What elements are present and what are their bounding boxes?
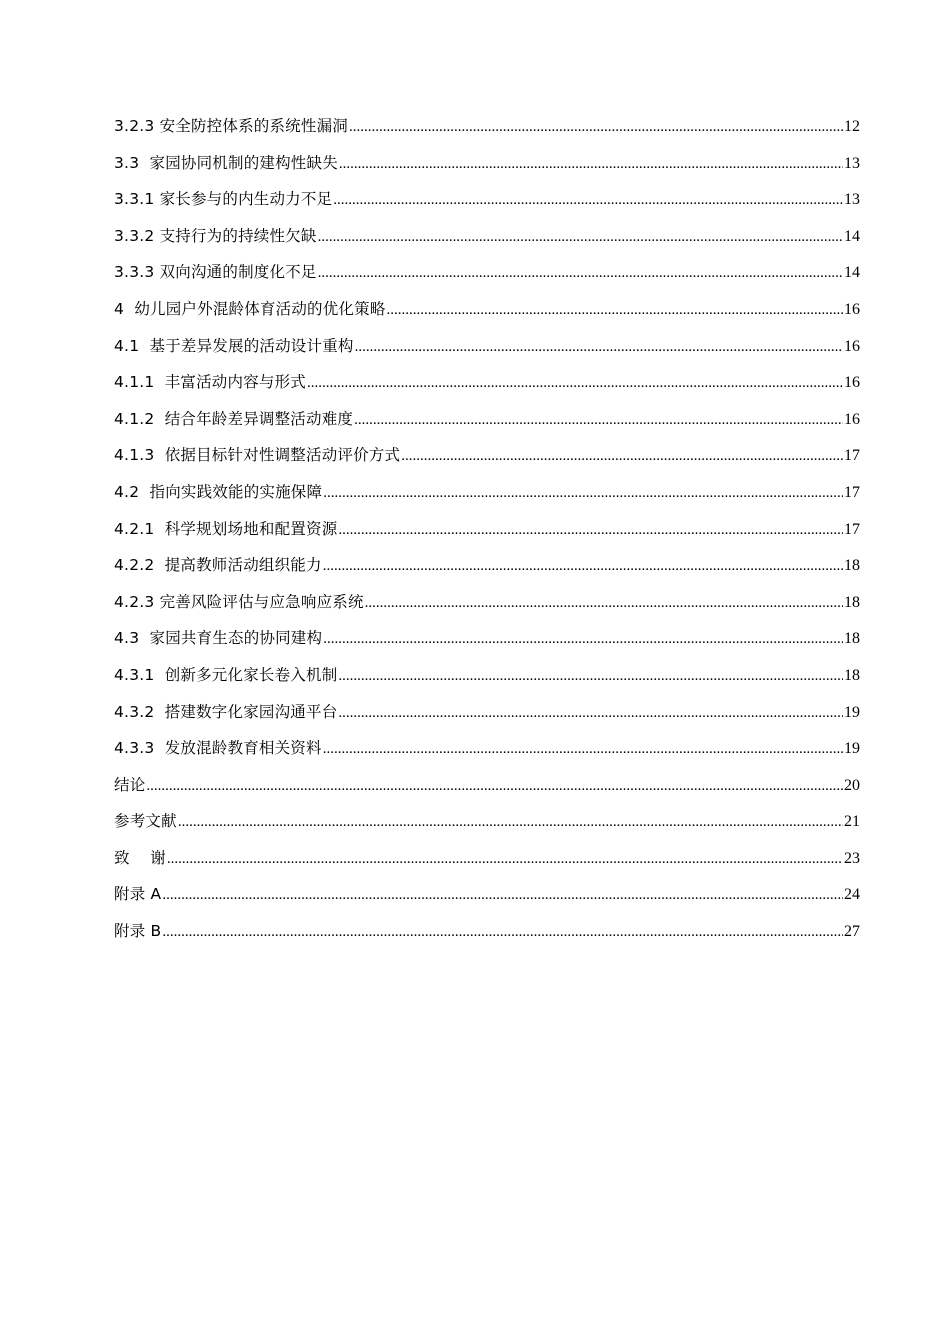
toc-entry[interactable] <box>114 700 860 737</box>
toc-entry-title: 4.2.2 提高教师活动组织能力 <box>114 556 322 575</box>
toc-dot-leader <box>365 591 843 615</box>
toc-entry-title: 4.1.3 依据目标针对性调整活动评价方式 <box>114 446 401 465</box>
toc-entry[interactable] <box>114 480 860 517</box>
toc-dot-leader <box>323 481 843 505</box>
toc-page-number: 24 <box>844 886 860 904</box>
toc-page-number: 27 <box>844 923 860 941</box>
toc-entry-title: 参考文献 <box>114 812 177 831</box>
toc-dot-leader <box>178 810 843 834</box>
toc-entry[interactable] <box>114 151 860 188</box>
toc-page-number: 18 <box>844 557 860 575</box>
toc-dot-leader <box>387 298 843 322</box>
toc-entry-title: 3.3.2 支持行为的持续性欠缺 <box>114 226 317 245</box>
toc-entry[interactable] <box>114 846 860 883</box>
toc-page-number: 16 <box>844 374 860 392</box>
toc-entry[interactable] <box>114 260 860 297</box>
toc-entry-title: 致 谢 <box>114 848 166 867</box>
toc-dot-leader <box>354 408 843 432</box>
toc-entry-title: 4.2.3 完善风险评估与应急响应系统 <box>114 592 364 611</box>
toc-entry[interactable] <box>114 882 860 919</box>
toc-entry[interactable] <box>114 224 860 261</box>
toc-entry[interactable] <box>114 553 860 590</box>
toc-page-number: 20 <box>844 776 860 794</box>
toc-entry[interactable] <box>114 407 860 444</box>
toc-entry[interactable] <box>114 517 860 554</box>
toc-entry-title: 4.2 指向实践效能的实施保障 <box>114 482 323 501</box>
toc-page-number: 19 <box>844 740 860 758</box>
toc-page-number: 16 <box>844 337 860 355</box>
toc-entry-title: 3.2.3 安全防控体系的系统性漏洞 <box>114 117 348 135</box>
toc-entry[interactable] <box>114 114 860 151</box>
toc-entry-title: 4.3.3 发放混龄教育相关资料 <box>114 739 322 758</box>
toc-entry[interactable] <box>114 334 860 371</box>
toc-entry[interactable] <box>114 809 860 846</box>
toc-dot-leader <box>401 444 843 468</box>
toc-entry-title: 4.3.1 创新多元化家长卷入机制 <box>114 665 338 684</box>
toc-entry-title: 4.1.2 结合年龄差异调整活动难度 <box>114 409 354 428</box>
toc-entry[interactable] <box>114 590 860 627</box>
toc-entry-title: 4.3.2 搭建数字化家园沟通平台 <box>114 702 338 721</box>
toc-page-number: 13 <box>844 191 860 209</box>
toc-entry[interactable] <box>114 663 860 700</box>
toc-entry-title: 4.1 基于差异发展的活动设计重构 <box>114 336 354 355</box>
toc-entry[interactable] <box>114 443 860 480</box>
toc-entry-title: 3.3 家园协同机制的建构性缺失 <box>114 153 338 172</box>
toc-entry-title: 4.1.1 丰富活动内容与形式 <box>114 373 306 392</box>
toc-dot-leader <box>167 847 843 871</box>
toc-page-number: 13 <box>844 154 860 172</box>
toc-entry-title: 4.3 家园共育生态的协同建构 <box>114 629 323 648</box>
toc-dot-leader <box>339 152 843 176</box>
toc-page-number: 12 <box>844 118 860 135</box>
toc-entry-title: 4 幼儿园户外混龄体育活动的优化策略 <box>114 299 386 318</box>
toc-dot-leader <box>162 920 843 944</box>
toc-entry[interactable] <box>114 736 860 773</box>
toc-entry[interactable] <box>114 297 860 334</box>
toc-dot-leader <box>338 701 843 725</box>
toc-dot-leader <box>318 225 843 249</box>
toc-page-number: 14 <box>844 264 860 282</box>
toc-page-number: 23 <box>844 849 860 867</box>
toc-dot-leader <box>318 261 843 285</box>
toc-entry-title: 4.2.1 科学规划场地和配置资源 <box>114 519 338 538</box>
toc-dot-leader <box>349 115 843 139</box>
toc-page-number: 19 <box>844 703 860 721</box>
toc-entry[interactable] <box>114 919 860 956</box>
toc-entry[interactable] <box>114 370 860 407</box>
toc-page-number: 18 <box>844 593 860 611</box>
toc-entry-title: 附录 B <box>114 922 162 941</box>
toc-entry-title: 结论 <box>114 775 146 794</box>
toc-dot-leader <box>307 371 843 395</box>
toc-dot-leader <box>338 664 843 688</box>
toc-dot-leader <box>333 188 843 212</box>
table-of-contents <box>114 114 860 956</box>
toc-dot-leader <box>162 883 843 907</box>
toc-page-number: 18 <box>844 666 860 684</box>
toc-entry-title: 附录 A <box>114 885 162 904</box>
toc-dot-leader <box>338 518 843 542</box>
toc-dot-leader <box>146 774 843 798</box>
toc-page-number: 17 <box>844 483 860 501</box>
toc-page-number: 18 <box>844 630 860 648</box>
toc-page-number: 16 <box>844 300 860 318</box>
toc-entry[interactable] <box>114 626 860 663</box>
toc-page-number: 14 <box>844 227 860 245</box>
toc-page-number: 17 <box>844 447 860 465</box>
toc-dot-leader <box>323 627 843 651</box>
toc-dot-leader <box>323 554 843 578</box>
toc-dot-leader <box>323 737 843 761</box>
toc-entry-title: 3.3.3 双向沟通的制度化不足 <box>114 263 317 282</box>
toc-entry[interactable] <box>114 773 860 810</box>
toc-page-number: 16 <box>844 410 860 428</box>
toc-page-number: 21 <box>844 813 860 831</box>
toc-entry[interactable] <box>114 187 860 224</box>
toc-page-number: 17 <box>844 520 860 538</box>
toc-entry-title: 3.3.1 家长参与的内生动力不足 <box>114 190 333 209</box>
toc-dot-leader <box>355 335 843 359</box>
